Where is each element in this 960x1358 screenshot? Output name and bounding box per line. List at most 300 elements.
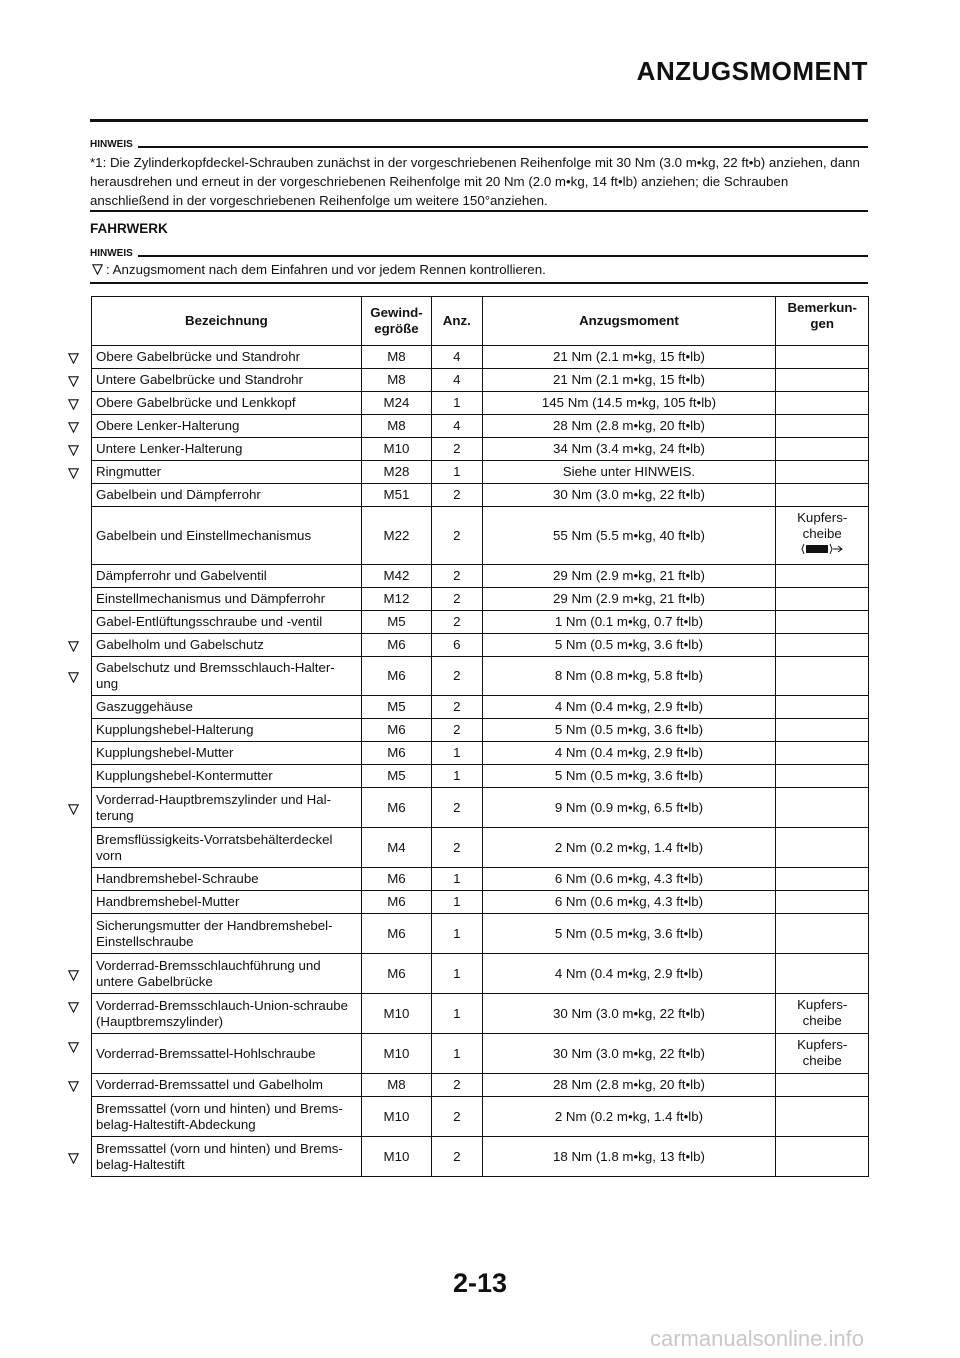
thread-cell [361, 346, 431, 369]
remark-cell [776, 828, 869, 868]
remark-cell [776, 369, 869, 392]
torque-cell [482, 742, 776, 765]
remark-text: Kupfers-cheibe [797, 997, 848, 1028]
table-row [92, 346, 869, 369]
qty-text: 1 [453, 894, 461, 909]
table-header-row [92, 297, 869, 346]
table-row [92, 954, 869, 994]
torque-text: 21 Nm (2.1 m•kg, 15 ft•lb) [552, 349, 705, 364]
thread-cell [361, 634, 431, 657]
qty-text: 1 [453, 464, 461, 479]
torque-text: 6 Nm (0.6 m•kg, 4.3 ft•lb) [554, 894, 704, 909]
page-number: 2-13 [452, 1268, 508, 1298]
thread-text: M10 [383, 1148, 410, 1164]
qty-cell [432, 828, 482, 868]
name-cell [92, 415, 362, 438]
torque-cell [482, 1074, 776, 1097]
name-text: Vorderrad-Bremsschlauch-Union-schraube (Hauptbremszylinder) [96, 997, 349, 1029]
torque-text: 28 Nm (2.8 m•kg, 20 ft•lb) [552, 1077, 705, 1092]
qty-text: 2 [453, 839, 461, 855]
name-text: Dämpferrohr und Gabelventil [96, 568, 267, 583]
name-cell [92, 994, 362, 1034]
name-text: Obere Lenker-Halterung [96, 418, 240, 433]
name-cell [92, 369, 362, 392]
thread-text: M6 [387, 925, 406, 941]
thread-cell [361, 565, 431, 588]
name-text: Kupplungshebel-Kontermutter [96, 768, 273, 783]
name-cell [92, 891, 362, 914]
name-text: Einstellmechanismus und Dämpferrohr [96, 591, 326, 606]
name-text: Vorderrad-Bremssattel-Hohlschraube [96, 1045, 316, 1061]
header-qty: Anz. [432, 297, 482, 346]
name-cell [92, 507, 362, 565]
name-text: Bremssattel (vorn und hinten) und Brems-belag-Haltestift [96, 1140, 343, 1172]
name-text: Gabelbein und Einstellmechanismus [96, 527, 312, 543]
triangle-mark-icon [68, 420, 79, 438]
torque-cell [482, 914, 776, 954]
triangle-mark-icon [68, 466, 79, 484]
table-row [92, 507, 869, 565]
qty-cell [432, 657, 482, 696]
triangle-mark-icon [68, 639, 79, 657]
thread-text: M5 [387, 768, 406, 783]
table-row [92, 611, 869, 634]
triangle-mark-icon [92, 264, 103, 275]
note2-bottom-rule [90, 282, 868, 284]
name-cell [92, 868, 362, 891]
note2-label: HINWEIS [90, 248, 138, 259]
remark-cell [776, 696, 869, 719]
name-text: Gabelholm und Gabelschutz [96, 637, 264, 652]
remark-cell [776, 507, 869, 565]
qty-text: 1 [453, 395, 461, 410]
name-text: Vorderrad-Bremssattel und Gabelholm [96, 1077, 323, 1092]
thread-cell [361, 461, 431, 484]
qty-cell [432, 611, 482, 634]
thread-cell [361, 868, 431, 891]
torque-cell [482, 868, 776, 891]
section-title: FAHRWERK [90, 221, 168, 236]
remark-cell [776, 588, 869, 611]
qty-cell [432, 868, 482, 891]
thread-text: M8 [387, 372, 406, 387]
torque-text: 5 Nm (0.5 m•kg, 3.6 ft•lb) [554, 722, 704, 737]
remark-cell [776, 1137, 869, 1177]
name-cell [92, 611, 362, 634]
torque-text: 34 Nm (3.4 m•kg, 24 ft•lb) [552, 441, 705, 456]
qty-cell [432, 346, 482, 369]
remark-text: Kupfers-cheibe [797, 510, 848, 541]
torque-text: 29 Nm (2.9 m•kg, 21 ft•lb) [552, 568, 705, 583]
torque-cell [482, 484, 776, 507]
thread-text: M10 [383, 1108, 410, 1124]
torque-cell [482, 1097, 776, 1137]
qty-text: 6 [453, 637, 461, 652]
thread-cell [361, 914, 431, 954]
triangle-mark-icon [68, 1079, 79, 1097]
torque-text: 30 Nm (3.0 m•kg, 22 ft•lb) [552, 487, 705, 502]
thread-cell [361, 369, 431, 392]
thread-text: M24 [383, 395, 410, 410]
name-cell [92, 392, 362, 415]
header-rule [90, 119, 868, 122]
thread-text: M12 [383, 591, 410, 606]
name-text: Bremsflüssigkeits-Vorratsbehälterdeckel vorn [96, 831, 333, 863]
qty-cell [432, 507, 482, 565]
qty-text: 2 [453, 591, 461, 606]
torque-text: 29 Nm (2.9 m•kg, 21 ft•lb) [552, 591, 705, 606]
triangle-mark-icon [68, 374, 79, 392]
table-row [92, 891, 869, 914]
qty-text: 1 [453, 925, 461, 941]
triangle-mark-icon [68, 1040, 79, 1058]
qty-text: 2 [453, 487, 461, 502]
thread-cell [361, 611, 431, 634]
qty-cell [432, 1097, 482, 1137]
table-row [92, 742, 869, 765]
header-thread: Gewind- egröße [361, 297, 431, 346]
thread-text: M5 [387, 699, 406, 714]
thread-text: M6 [387, 894, 406, 909]
thread-cell [361, 742, 431, 765]
triangle-mark-icon [68, 397, 79, 415]
qty-text: 2 [453, 1108, 461, 1124]
thread-text: M5 [387, 614, 406, 629]
name-cell [92, 484, 362, 507]
torque-cell [482, 611, 776, 634]
torque-cell [482, 634, 776, 657]
table-row [92, 1074, 869, 1097]
remark-cell [776, 657, 869, 696]
remark-cell [776, 392, 869, 415]
torque-cell [482, 719, 776, 742]
name-cell [92, 634, 362, 657]
table-row [92, 719, 869, 742]
thread-cell [361, 828, 431, 868]
thread-text: M10 [383, 441, 410, 456]
table-row [92, 696, 869, 719]
name-text: Kupplungshebel-Halterung [96, 722, 254, 737]
remark-cell [776, 914, 869, 954]
qty-text: 2 [453, 722, 461, 737]
torque-cell [482, 415, 776, 438]
thread-text: M6 [387, 722, 406, 737]
qty-cell [432, 461, 482, 484]
torque-cell [482, 1034, 776, 1074]
qty-text: 4 [453, 418, 461, 433]
table-row [92, 484, 869, 507]
qty-text: 2 [453, 699, 461, 714]
name-text: Ringmutter [96, 464, 162, 479]
qty-cell [432, 484, 482, 507]
remark-cell [776, 415, 869, 438]
name-text: Obere Gabelbrücke und Standrohr [96, 349, 301, 364]
qty-cell [432, 565, 482, 588]
name-cell [92, 1074, 362, 1097]
table-row [92, 657, 869, 696]
qty-text: 1 [453, 1045, 461, 1061]
torque-cell [482, 369, 776, 392]
qty-text: 2 [453, 1077, 461, 1092]
torque-cell [482, 392, 776, 415]
qty-cell [432, 588, 482, 611]
thread-cell [361, 1074, 431, 1097]
torque-text: 9 Nm (0.9 m•kg, 6.5 ft•lb) [554, 799, 704, 815]
note1-rule [90, 146, 868, 148]
torque-cell [482, 954, 776, 994]
remark-cell [776, 346, 869, 369]
thread-cell [361, 438, 431, 461]
qty-cell [432, 994, 482, 1034]
name-text: Handbremshebel-Schraube [96, 871, 259, 886]
qty-text: 2 [453, 527, 461, 543]
name-cell [92, 657, 362, 696]
qty-text: 2 [453, 568, 461, 583]
name-text: Kupplungshebel-Mutter [96, 745, 234, 760]
triangle-mark-icon [68, 968, 79, 986]
name-cell [92, 1097, 362, 1137]
table-row [92, 765, 869, 788]
thread-text: M10 [383, 1005, 410, 1021]
torque-text: 5 Nm (0.5 m•kg, 3.6 ft•lb) [554, 768, 704, 783]
remark-cell [776, 954, 869, 994]
torque-cell [482, 588, 776, 611]
qty-cell [432, 634, 482, 657]
remark-cell [776, 438, 869, 461]
name-text: Untere Gabelbrücke und Standrohr [96, 372, 303, 387]
table-row [92, 392, 869, 415]
threadlock-icon [780, 542, 864, 560]
remark-text: Kupfers-cheibe [797, 1037, 848, 1068]
torque-text: 8 Nm (0.8 m•kg, 5.8 ft•lb) [554, 668, 704, 683]
qty-cell [432, 415, 482, 438]
table-row [92, 914, 869, 954]
qty-cell [432, 914, 482, 954]
torque-cell [482, 696, 776, 719]
remark-cell [776, 484, 869, 507]
note1-label: HINWEIS [90, 139, 138, 150]
name-cell [92, 914, 362, 954]
name-cell [92, 765, 362, 788]
thread-cell [361, 657, 431, 696]
qty-text: 2 [453, 441, 461, 456]
name-cell [92, 346, 362, 369]
remark-cell [776, 634, 869, 657]
thread-text: M6 [387, 965, 406, 981]
thread-text: M4 [387, 839, 406, 855]
qty-cell [432, 788, 482, 828]
qty-cell [432, 954, 482, 994]
name-cell [92, 461, 362, 484]
qty-text: 1 [453, 768, 461, 783]
torque-text: 30 Nm (3.0 m•kg, 22 ft•lb) [552, 1005, 705, 1021]
thread-cell [361, 765, 431, 788]
name-text: Gabelbein und Dämpferrohr [96, 487, 261, 502]
thread-text: M6 [387, 745, 406, 760]
torque-cell [482, 507, 776, 565]
torque-cell [482, 765, 776, 788]
name-text: Gaszuggehäuse [96, 699, 193, 714]
note2-body [90, 260, 868, 279]
thread-text: M22 [383, 527, 410, 543]
qty-text: 1 [453, 871, 461, 886]
name-text: Handbremshebel-Mutter [96, 894, 240, 909]
thread-cell [361, 588, 431, 611]
qty-cell [432, 1074, 482, 1097]
thread-cell [361, 994, 431, 1034]
thread-cell [361, 1097, 431, 1137]
table-row [92, 634, 869, 657]
thread-cell [361, 415, 431, 438]
qty-cell [432, 891, 482, 914]
thread-text: M8 [387, 1077, 406, 1092]
triangle-mark-icon [68, 1000, 79, 1018]
remark-cell [776, 719, 869, 742]
qty-text: 2 [453, 1148, 461, 1164]
name-cell [92, 696, 362, 719]
torque-text: 30 Nm (3.0 m•kg, 22 ft•lb) [552, 1045, 705, 1061]
qty-cell [432, 719, 482, 742]
table-row [92, 868, 869, 891]
remark-cell [776, 994, 869, 1034]
torque-text: Siehe unter HINWEIS. [562, 464, 696, 479]
header-name: Bezeichnung [92, 297, 362, 346]
name-cell [92, 565, 362, 588]
triangle-mark-icon [68, 670, 79, 688]
name-cell [92, 954, 362, 994]
name-text: Gabel-Entlüftungsschraube und -ventil [96, 614, 323, 629]
table-row [92, 1034, 869, 1074]
torque-text: 2 Nm (0.2 m•kg, 1.4 ft•lb) [554, 839, 704, 855]
torque-text: 4 Nm (0.4 m•kg, 2.9 ft•lb) [554, 745, 704, 760]
name-text: Gabelschutz und Bremsschlauch-Halter-ung [96, 660, 335, 691]
thread-text: M8 [387, 418, 406, 433]
remark-cell [776, 461, 869, 484]
qty-cell [432, 369, 482, 392]
thread-cell [361, 719, 431, 742]
thread-text: M8 [387, 349, 406, 364]
thread-text: M6 [387, 871, 406, 886]
thread-text: M6 [387, 799, 406, 815]
torque-cell [482, 346, 776, 369]
name-cell [92, 742, 362, 765]
torque-text: 28 Nm (2.8 m•kg, 20 ft•lb) [552, 418, 705, 433]
torque-text: 145 Nm (14.5 m•kg, 105 ft•lb) [541, 395, 716, 410]
table-row [92, 828, 869, 868]
thread-cell [361, 507, 431, 565]
thread-text: M6 [387, 668, 406, 683]
remark-cell [776, 742, 869, 765]
remark-cell [776, 611, 869, 634]
torque-text: 6 Nm (0.6 m•kg, 4.3 ft•lb) [554, 871, 704, 886]
thread-text: M51 [383, 487, 410, 502]
triangle-mark-icon [68, 351, 79, 369]
qty-text: 2 [453, 668, 461, 683]
torque-table [91, 296, 869, 1177]
thread-cell [361, 891, 431, 914]
torque-cell [482, 565, 776, 588]
page-title: ANZUGSMOMENT [636, 56, 868, 86]
name-cell [92, 588, 362, 611]
torque-text: 18 Nm (1.8 m•kg, 13 ft•lb) [552, 1148, 705, 1164]
note1-bottom-rule [90, 210, 868, 212]
thread-cell [361, 392, 431, 415]
torque-cell [482, 994, 776, 1034]
qty-text: 2 [453, 799, 461, 815]
torque-cell [482, 891, 776, 914]
name-text: Obere Gabelbrücke und Lenkkopf [96, 395, 296, 410]
note1-text: *1: Die Zylinderkopfdeckel-Schrauben zunächst in der vorgeschriebenen Reihenfolge mit 30 Nm (3.0 m•kg, 22 ft•b) anziehen, dann herausdrehen und erneut in der vorgeschriebenen Reihenfolge mit 20 Nm (2.0 m•kg, 14 ft•lb) anziehen; die Schrauben anschließend in der vorgeschriebenen Reihenfolge um weitere 150°anziehen. [90, 155, 860, 208]
torque-text: 21 Nm (2.1 m•kg, 15 ft•lb) [552, 372, 705, 387]
name-cell [92, 1034, 362, 1074]
header-remark: Bemerkun- gen [776, 297, 869, 346]
name-text: Bremssattel (vorn und hinten) und Brems-belag-Haltestift-Abdeckung [96, 1100, 343, 1132]
table-row [92, 994, 869, 1034]
name-text: Sicherungsmutter der Handbremshebel-Einstellschraube [96, 917, 333, 949]
note2-rule [90, 255, 868, 257]
triangle-mark-icon [68, 802, 79, 820]
qty-cell [432, 392, 482, 415]
thread-cell [361, 788, 431, 828]
torque-text: 1 Nm (0.1 m•kg, 0.7 ft•lb) [554, 614, 704, 629]
remark-cell [776, 788, 869, 828]
torque-text: 55 Nm (5.5 m•kg, 40 ft•lb) [552, 527, 705, 543]
qty-cell [432, 438, 482, 461]
table-row [92, 461, 869, 484]
note2-text: : Anzugsmoment nach dem Einfahren und vor jedem Rennen kontrollieren. [106, 262, 546, 277]
thread-cell [361, 696, 431, 719]
name-text: Vorderrad-Bremsschlauchführung und untere Gabelbrücke [96, 957, 321, 989]
table-row [92, 369, 869, 392]
qty-cell [432, 765, 482, 788]
table-row [92, 415, 869, 438]
torque-cell [482, 788, 776, 828]
torque-text: 4 Nm (0.4 m•kg, 2.9 ft•lb) [554, 965, 704, 981]
name-cell [92, 719, 362, 742]
torque-cell [482, 657, 776, 696]
remark-cell [776, 891, 869, 914]
name-text: Vorderrad-Hauptbremszylinder und Hal-terung [96, 791, 332, 823]
qty-text: 2 [453, 614, 461, 629]
remark-cell [776, 565, 869, 588]
thread-cell [361, 954, 431, 994]
triangle-mark-icon [68, 1151, 79, 1169]
thread-cell [361, 484, 431, 507]
remark-cell [776, 868, 869, 891]
torque-cell [482, 828, 776, 868]
remark-cell [776, 1034, 869, 1074]
qty-cell [432, 742, 482, 765]
qty-cell [432, 696, 482, 719]
name-cell [92, 828, 362, 868]
watermark: carmanualsonline.info [649, 1326, 864, 1351]
thread-cell [361, 1034, 431, 1074]
torque-text: 2 Nm (0.2 m•kg, 1.4 ft•lb) [554, 1108, 704, 1124]
torque-cell [482, 1137, 776, 1177]
thread-text: M6 [387, 637, 406, 652]
qty-text: 4 [453, 349, 461, 364]
qty-cell [432, 1137, 482, 1177]
remark-cell [776, 765, 869, 788]
thread-text: M42 [383, 568, 410, 583]
table-row [92, 438, 869, 461]
table-row [92, 1137, 869, 1177]
torque-text: 5 Nm (0.5 m•kg, 3.6 ft•lb) [554, 925, 704, 941]
table-row [92, 788, 869, 828]
name-text: Untere Lenker-Halterung [96, 441, 243, 456]
torque-text: 5 Nm (0.5 m•kg, 3.6 ft•lb) [554, 637, 704, 652]
remark-cell [776, 1097, 869, 1137]
